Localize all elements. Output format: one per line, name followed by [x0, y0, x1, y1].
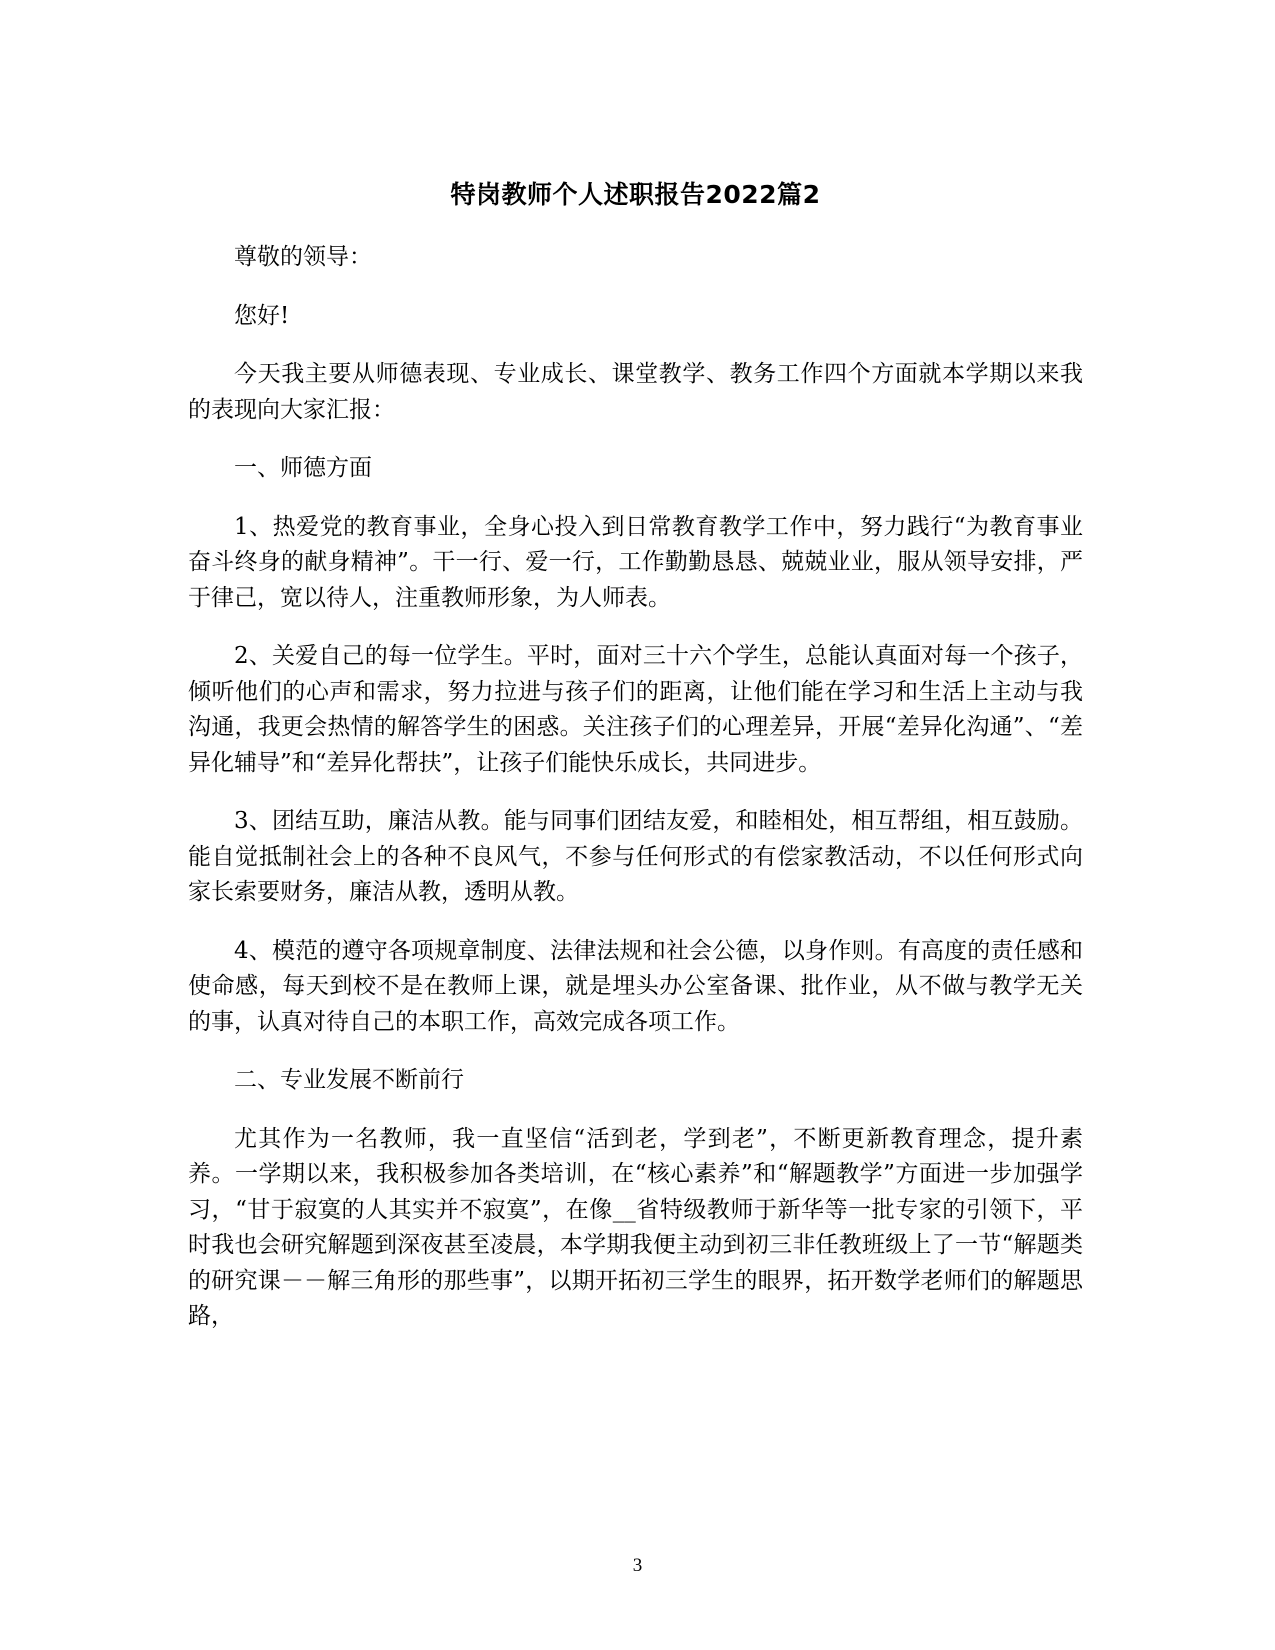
- page-number: 3: [632, 1555, 643, 1576]
- section-heading-ethics: 一、师德方面: [234, 455, 372, 481]
- ethics-item-1: 1、热爱党的教育事业，全身心投入到日常教育教学工作中，努力践行“为教育事业奋斗终身的献身精神”。干一行、爱一行，工作勤勤恳恳、兢兢业业，服从领导安排，严于律己，宽以待人，注重教师形象，为人师表。: [188, 513, 1083, 611]
- document-title: 特岗教师个人述职报告2022篇2: [450, 180, 821, 209]
- document-body: [188, 178, 1083, 1358]
- ethics-item-4: 4、模范的遵守各项规章制度、法律法规和社会公德，以身作则。有高度的责任感和使命感，每天到校不是在教师上课，就是埋头办公室备课、批作业，从不做与教学无关的事，认真对待自己的本职工作，高效完成各项工作。: [188, 937, 1083, 1035]
- section-heading-professional: 二、专业发展不断前行: [234, 1067, 464, 1093]
- ethics-item-3: 3、团结互助，廉洁从教。能与同事们团结友爱，和睦相处，相互帮组，相互鼓励。能自觉抵制社会上的各种不良风气，不参与任何形式的有偿家教活动，不以任何形式向家长索要财务，廉洁从教，透明从教。: [188, 808, 1083, 905]
- professional-paragraph: 尤其作为一名教师，我一直坚信“活到老，学到老”，不断更新教育理念，提升素养。一学期以来，我积极参加各类培训，在“核心素养”和“解题教学”方面进一步加强学习，“甘于寂寞的人其实并不寂寞”，在像__省特级教师于新华等一批专家的引领下，平时我也会研究解题到深夜甚至凌晨，本学期我便主动到初三非任教班级上了一节“解题类的研究课－－解三角形的那些事”，以期开拓初三学生的眼界，拓开数学老师们的解题思路，: [188, 1125, 1083, 1329]
- intro-paragraph: 今天我主要从师德表现、专业成长、课堂教学、教务工作四个方面就本学期以来我的表现向大家汇报：: [188, 361, 1083, 423]
- ethics-item-2: 2、关爱自己的每一位学生。平时，面对三十六个学生，总能认真面对每一个孩子，倾听他们的心声和需求，努力拉进与孩子们的距离，让他们能在学习和生活上主动与我沟通，我更会热情的解答学生的困惑。关注孩子们的心理差异，开展“差异化沟通”、“差异化辅导”和“差异化帮扶”，让孩子们能快乐成长，共同进步。: [188, 643, 1083, 776]
- greeting: 您好!: [234, 302, 290, 329]
- salutation: 尊敬的领导：: [234, 244, 372, 270]
